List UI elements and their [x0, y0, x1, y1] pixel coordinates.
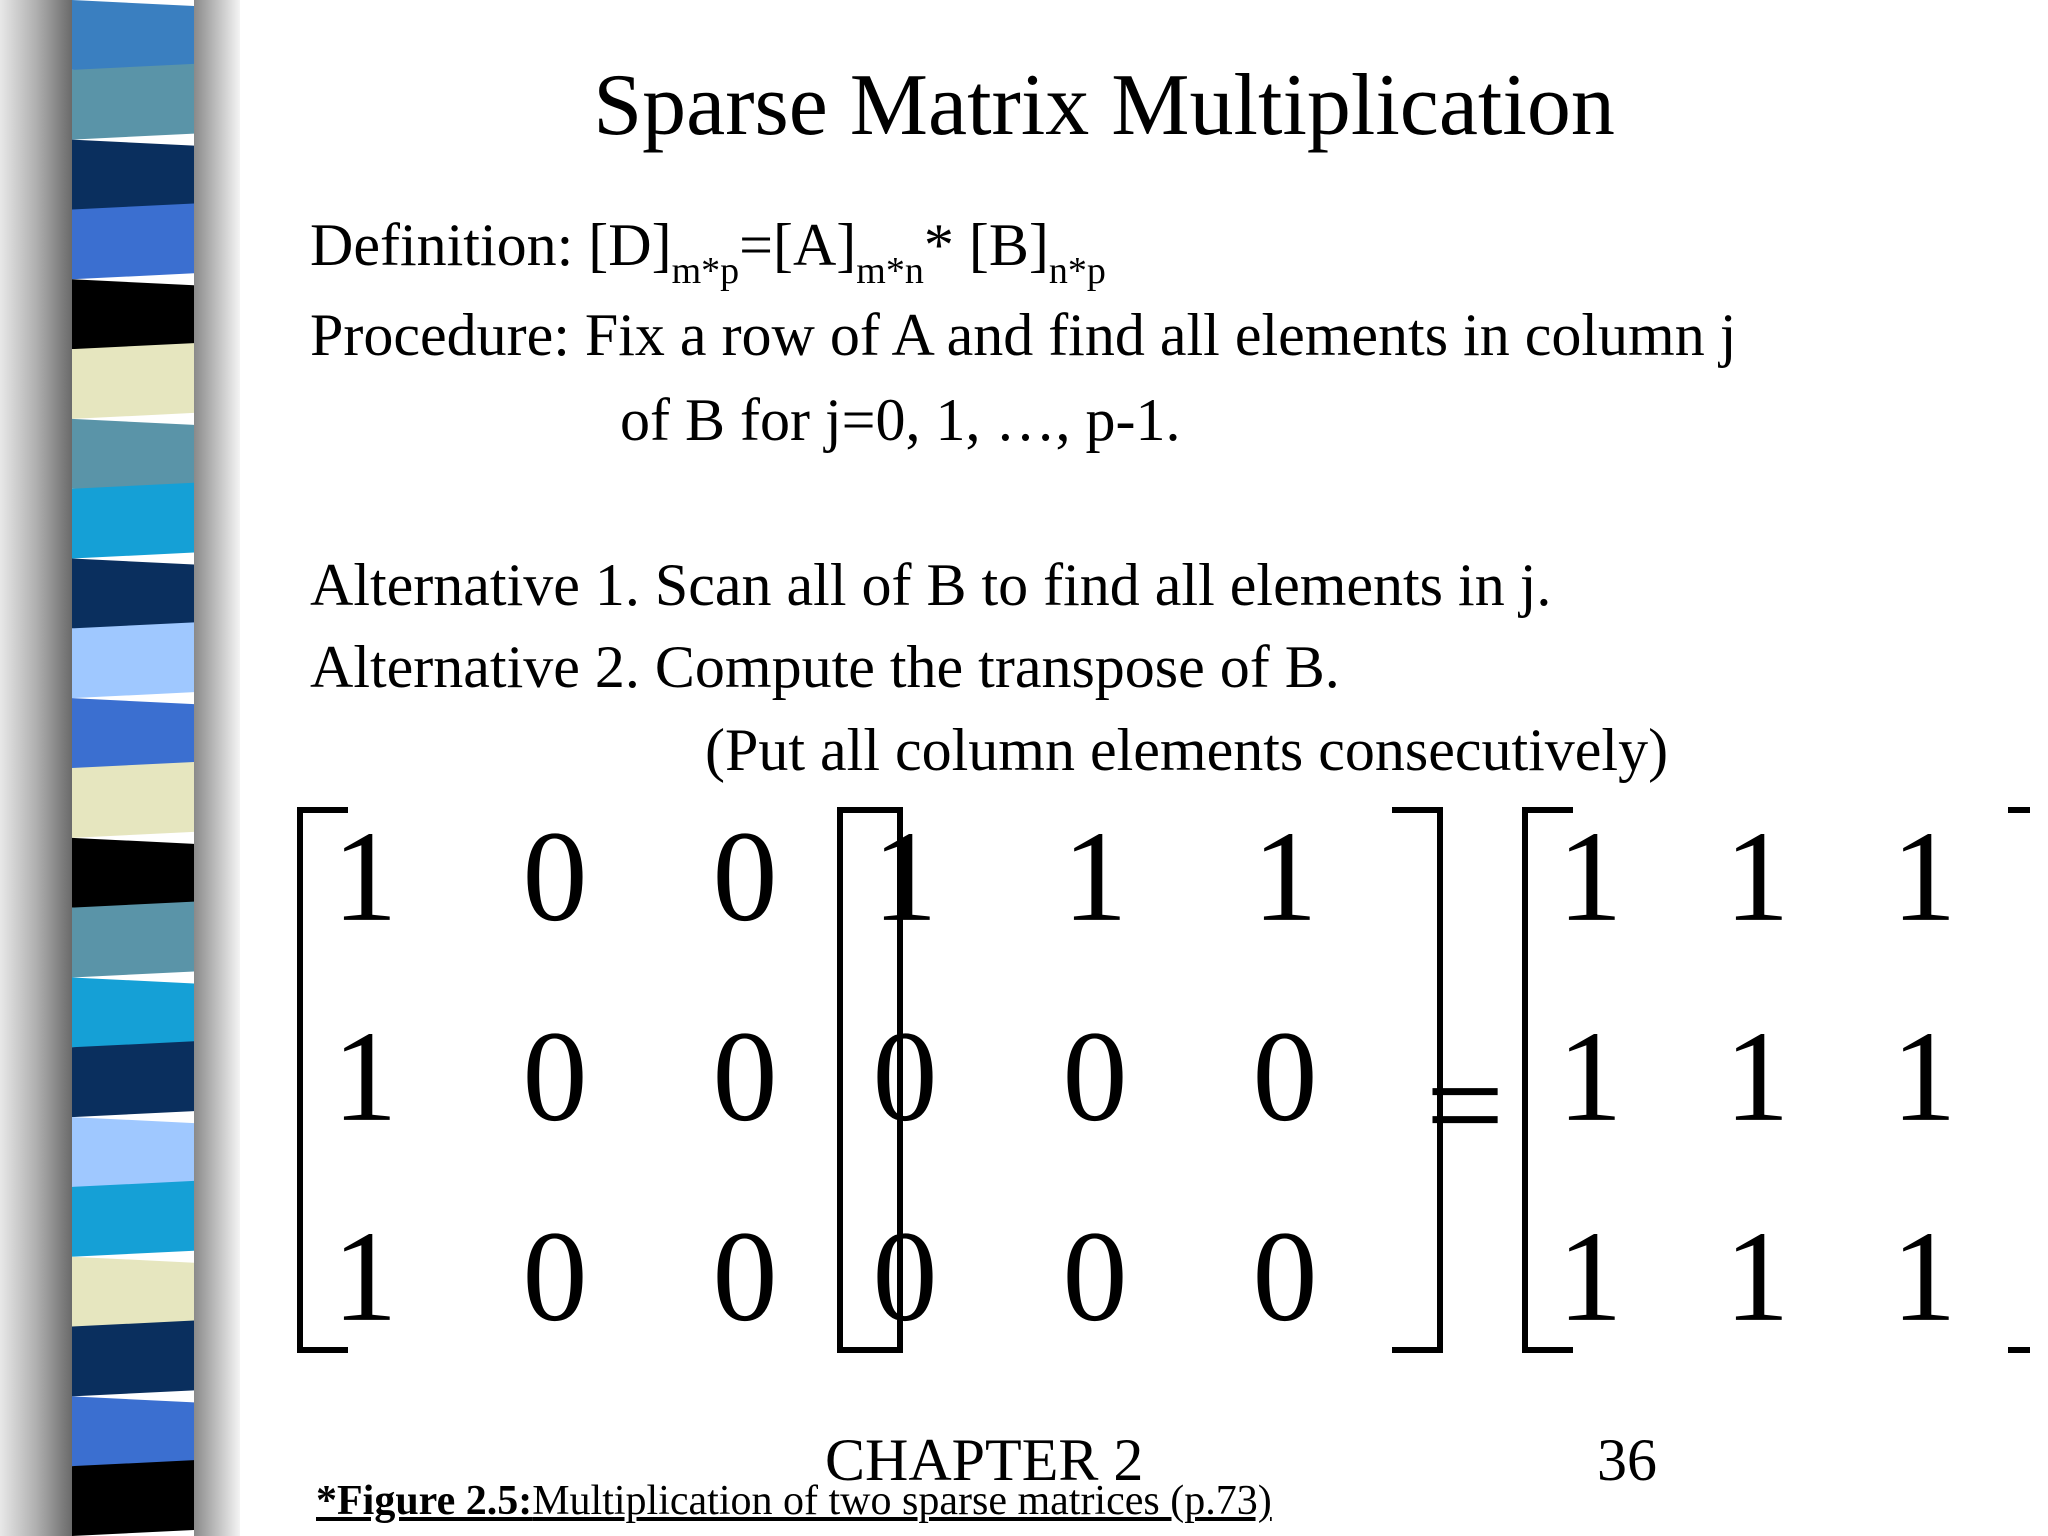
matrix-equation — [280, 790, 2030, 1370]
decorative-stripe — [72, 698, 194, 774]
figure-caption: *Figure 2.5:Multiplication of two sparse matrices (p.73) — [316, 1478, 1272, 1524]
matrix-cell: 0 — [712, 1204, 778, 1349]
decorative-side-bar — [0, 0, 240, 1536]
decorative-stripe — [72, 622, 194, 698]
decorative-stripe — [72, 902, 194, 978]
matrix-cell: 1 — [1062, 804, 1128, 949]
decorative-stripe — [72, 977, 194, 1053]
matrix-cell: 1 — [1891, 1204, 1957, 1349]
decorative-stripe — [72, 1396, 194, 1472]
matrix-cell: 0 — [522, 804, 588, 949]
matrix-cell: 0 — [712, 1004, 778, 1149]
matrix-cell: 0 — [1252, 1204, 1318, 1349]
decorative-stripe — [72, 559, 194, 635]
decorative-stripe — [72, 419, 194, 495]
matrix-cell: 1 — [1891, 1004, 1957, 1149]
decorative-stripe — [72, 1181, 194, 1257]
alternative-2: Alternative 2. Compute the transpose of B. — [310, 634, 1340, 700]
matrix-cell: 0 — [712, 804, 778, 949]
alternative-2-note: (Put all column elements consecutively) — [705, 717, 1669, 783]
slide-title: Sparse Matrix Multiplication — [593, 57, 1615, 154]
decorative-stripe — [72, 483, 194, 559]
matrix-cell: 0 — [872, 1204, 938, 1349]
matrix-cell: 1 — [1891, 804, 1957, 949]
decorative-stripe — [72, 203, 194, 279]
matrix-cell: 0 — [1252, 1004, 1318, 1149]
decorative-stripe — [72, 1117, 194, 1193]
matrix-cell: 1 — [332, 1204, 398, 1349]
matrix-cell: 1 — [1252, 804, 1318, 949]
chapter-label: CHAPTER 2 — [825, 1427, 1144, 1493]
decorative-stripe — [72, 140, 194, 216]
matrix-d — [1525, 805, 2030, 1350]
matrix-cell: 1 — [332, 1004, 398, 1149]
decorative-stripe — [72, 1041, 194, 1117]
matrix-cell: 1 — [1557, 804, 1623, 949]
matrix-a — [300, 805, 900, 1350]
matrix-cell: 1 — [332, 804, 398, 949]
matrix-cell: 1 — [1724, 804, 1790, 949]
decorative-stripe — [72, 1460, 194, 1536]
procedure-line-1: Procedure: Fix a row of A and find all elements in column j — [310, 302, 1737, 368]
decorative-stripe — [72, 1257, 194, 1333]
matrix-cell: 0 — [1062, 1004, 1128, 1149]
matrix-cell: 1 — [1724, 1204, 1790, 1349]
matrix-cell: 1 — [1557, 1004, 1623, 1149]
matrix-cell: 0 — [872, 1004, 938, 1149]
matrix-cell: 1 — [1557, 1204, 1623, 1349]
equals-sign: = — [1425, 1028, 1505, 1184]
alternative-1: Alternative 1. Scan all of B to find all elements in j. — [310, 552, 1552, 618]
matrix-cell: 0 — [1062, 1204, 1128, 1349]
matrix-cell: 1 — [1724, 1004, 1790, 1149]
decorative-stripe — [72, 279, 194, 355]
matrix-cell: 0 — [522, 1204, 588, 1349]
decorative-stripe — [72, 762, 194, 838]
matrix-cell: 1 — [872, 804, 938, 949]
definition-line: Definition: $[D]_{m*p}=[A]_{m*n}*$ $[B]_{n*p}$ — [310, 212, 1106, 292]
page-number: 36 — [1597, 1427, 1657, 1493]
decorative-stripe — [72, 343, 194, 419]
matrix-cell: 0 — [522, 1004, 588, 1149]
matrix-b — [840, 805, 1440, 1350]
right-bracket — [2008, 810, 2030, 1350]
procedure-line-2: of B for j=0, 1, …, p-1. — [620, 387, 1181, 453]
decorative-stripe — [72, 838, 194, 914]
decorative-stripe — [72, 1321, 194, 1397]
